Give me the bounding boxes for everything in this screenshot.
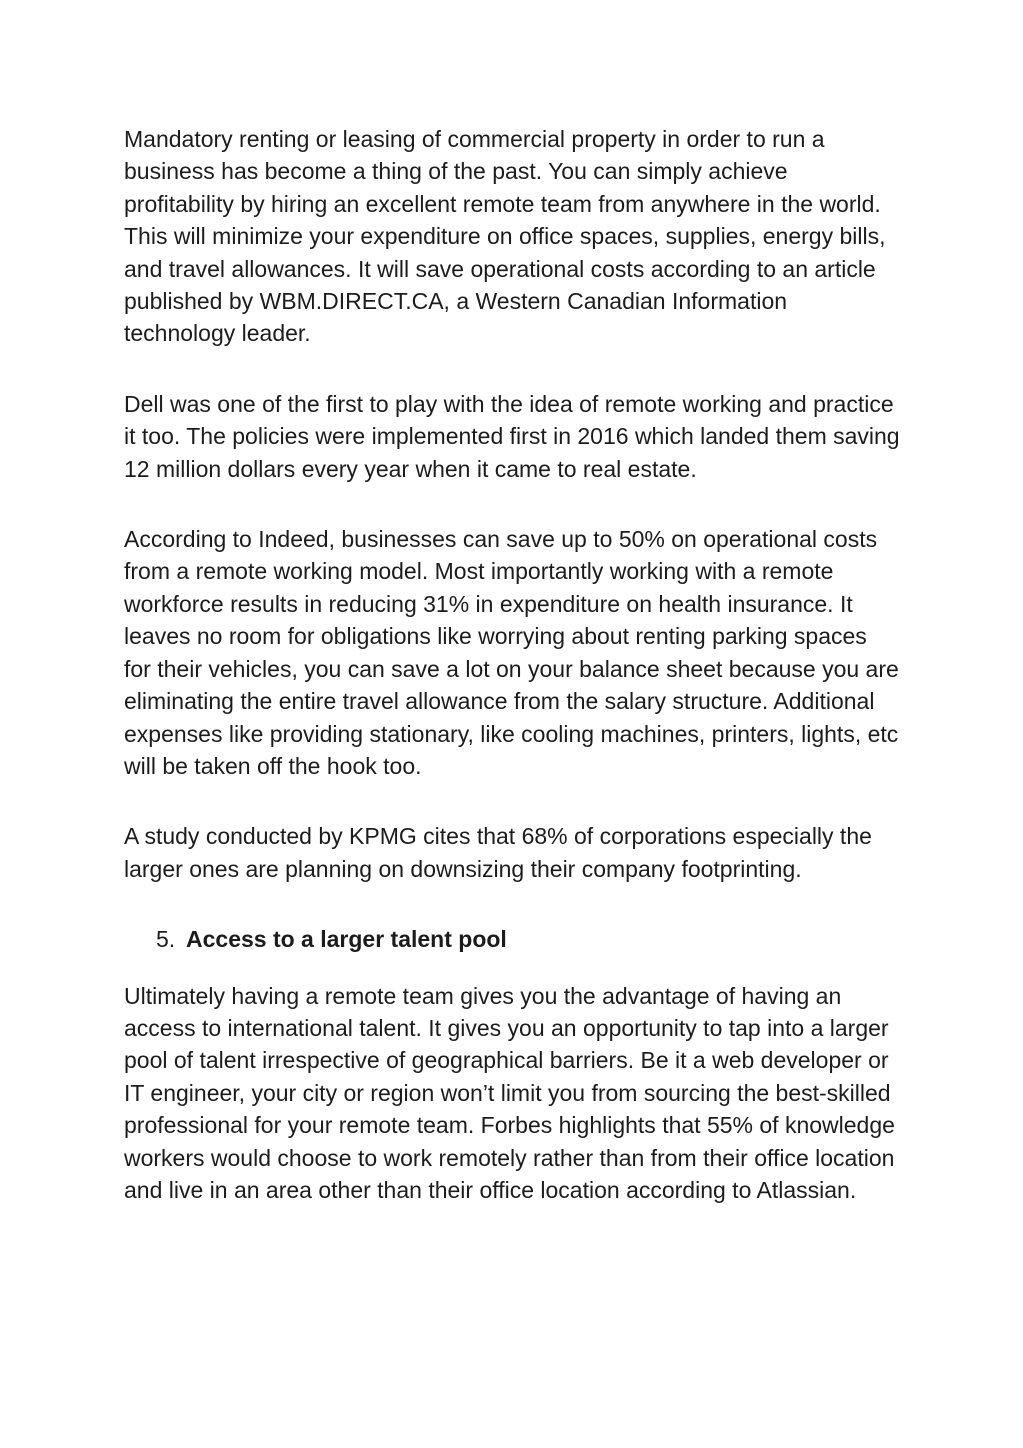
paragraph-indeed: According to Indeed, businesses can save up to 50% on operational costs from a remote working model. Most importantly working with a remote workforce results in reducing 31% in expenditure on health insurance. It leaves no room for obligations like worrying about renting parking spaces for their vehicles, you can save a lot on your balance sheet because you are eliminating the entire travel allowance from the salary structure. Additional expenses like providing stationary, like cooling machines, printers, lights, etc will be taken off the hook too. — [124, 526, 899, 779]
paragraph-kpmg: A study conducted by KPMG cites that 68% of corporations especially the larger ones are planning on downsizing their company footprinting. — [124, 823, 872, 882]
paragraph-talent-pool: Ultimately having a remote team gives you the advantage of having an access to international talent. It gives you an opportunity to tap into a larger pool of talent irrespective of geographical barriers. Be it a web developer or IT engineer, your city or region won’t limit you from sourcing the best-skilled professional for your remote team. Forbes highlights that 55% of knowledge workers would choose to work remotely rather than from their office location and live in an area other than their office location according to Atlassian. — [124, 982, 895, 1203]
list-number: 5. — [156, 926, 176, 953]
paragraph-commercial-property: Mandatory renting or leasing of commercial property in order to run a business has become a thing of the past. You can simply achieve profitability by hiring an excellent remote team from anywhere in the world. This will minimize your expenditure on office spaces, supplies, energy bills, and travel allowances. It will save operational costs according to an article published by WBM.DIRECT.CA, a Western Canadian Information technology leader. — [124, 126, 886, 347]
section-heading: Access to a larger talent pool — [186, 926, 507, 953]
list-item-talent-pool — [156, 923, 900, 955]
paragraph-dell: Dell was one of the first to play with the idea of remote working and practice it too. The policies were implemented first in 2016 which landed them saving 12 million dollars every year when it came to real estate. — [124, 390, 900, 482]
document-page — [124, 123, 900, 1206]
